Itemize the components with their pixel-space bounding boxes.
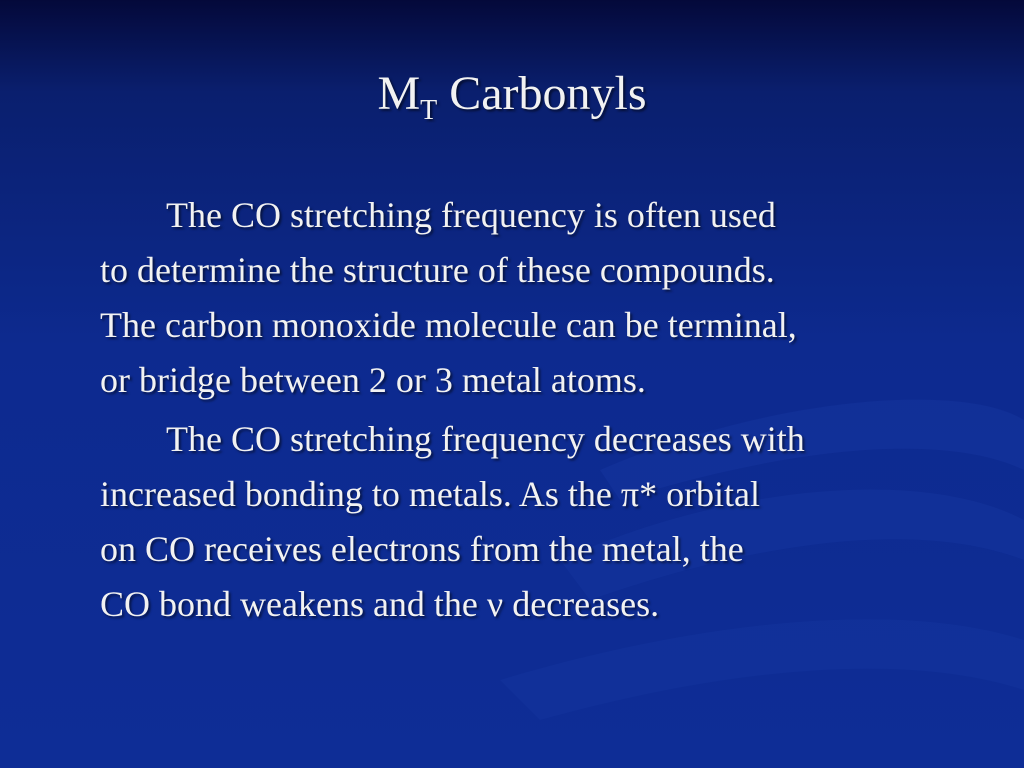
paragraph-1-line-4: or bridge between 2 or 3 metal atoms. (100, 360, 646, 400)
title-main: M (377, 67, 421, 120)
paragraph-1 (100, 188, 970, 408)
paragraph-2-line-4: CO bond weakens and the ν decreases. (100, 584, 660, 624)
paragraph-2-line-1: The CO stretching frequency decreases with (166, 419, 805, 459)
paragraph-1-line-1: The CO stretching frequency is often used (166, 195, 776, 235)
paragraph-2 (100, 412, 970, 632)
paragraph-2-line-2: increased bonding to metals. As the π* orbital (100, 474, 761, 514)
title-rest: Carbonyls (437, 67, 647, 120)
paragraph-1-line-3: The carbon monoxide molecule can be terminal, (100, 305, 797, 345)
slide-body (100, 188, 970, 636)
paragraph-2-line-3: on CO receives electrons from the metal, the (100, 529, 744, 569)
slide-title (0, 62, 1024, 126)
paragraph-1-line-2: to determine the structure of these compounds. (100, 250, 775, 290)
title-subscript: T (420, 95, 438, 126)
